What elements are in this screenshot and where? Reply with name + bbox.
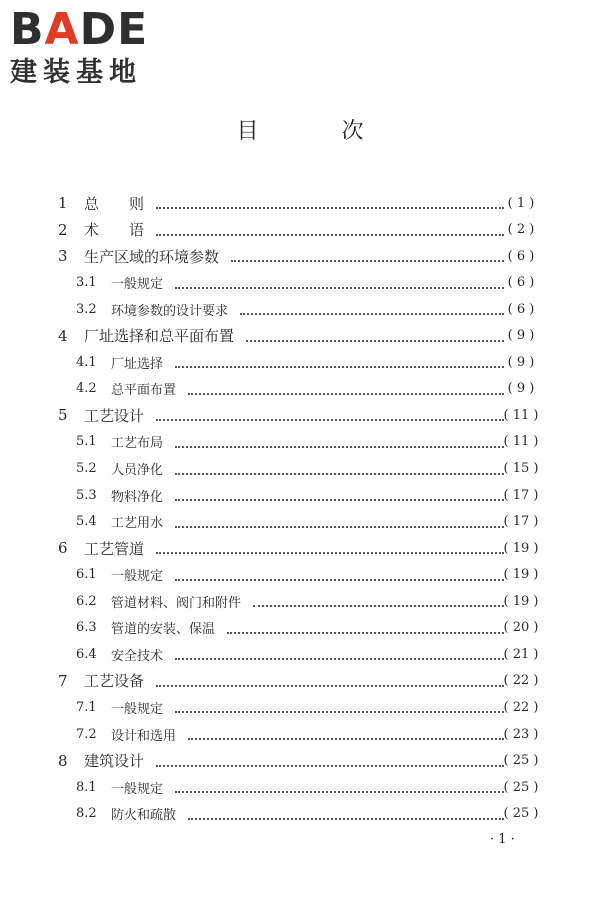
logo-letter-a: A [44, 4, 80, 55]
toc-entry-page: ( 17 ) [503, 514, 539, 530]
toc-entry-page: ( 19 ) [503, 540, 539, 556]
logo-letters-de: DE [79, 4, 149, 55]
toc-entry-label: 总 则 [84, 194, 145, 213]
toc-entry[interactable] [0, 430, 600, 454]
toc-entry-label: 工艺设计 [84, 406, 145, 425]
toc-entry[interactable] [0, 775, 600, 799]
toc-entry-page: ( 15 ) [503, 461, 539, 476]
toc-entry-number: 2 [58, 220, 68, 239]
toc-entry-page: ( 9 ) [507, 381, 535, 397]
toc-entry-label: 厂址选择和总平面布置 [84, 327, 235, 346]
toc-leader-dots [231, 258, 504, 262]
toc-entry-number: 6 [58, 539, 68, 558]
toc-entry-number: 5.1 [76, 434, 97, 450]
toc-entry-label: 一般规定 [111, 781, 164, 797]
toc-entry-number: 7.1 [76, 699, 97, 715]
toc-entry-label: 工艺设备 [84, 672, 145, 691]
toc-entry-label: 设计和选用 [111, 728, 177, 744]
toc-entry-label: 防火和疏散 [111, 808, 177, 824]
toc-leader-dots [156, 683, 504, 687]
toc-entry[interactable] [0, 403, 600, 427]
toc-entry[interactable] [0, 324, 600, 348]
toc-leader-dots [188, 391, 504, 395]
toc-entry-number: 5.3 [76, 487, 97, 503]
toc-entry-number: 7 [58, 671, 68, 690]
toc-leader-dots [175, 471, 504, 475]
toc-leader-dots [246, 338, 504, 342]
toc-entry[interactable] [0, 350, 600, 374]
toc-entry[interactable] [0, 218, 600, 242]
toc-entry-label: 术 语 [84, 221, 145, 240]
toc-entry[interactable] [0, 297, 600, 321]
toc-entry-number: 8 [58, 751, 68, 770]
toc-entry-page: ( 25 ) [503, 753, 539, 769]
toc-entry[interactable] [0, 669, 600, 693]
toc-leader-dots [188, 816, 504, 820]
toc-entry-page: ( 22 ) [503, 673, 539, 689]
toc-entry-number: 4 [58, 326, 68, 345]
toc-entry-label: 一般规定 [111, 569, 164, 585]
toc-entry-page: ( 11 ) [503, 407, 539, 423]
toc-entry-page: ( 6 ) [507, 275, 535, 291]
toc-entry[interactable] [0, 510, 600, 534]
toc-leader-dots [156, 417, 504, 421]
toc-entry-page: ( 9 ) [507, 354, 535, 370]
toc-entry[interactable] [0, 536, 600, 560]
toc-entry-label: 物料净化 [111, 489, 164, 505]
toc-entry-page: ( 25 ) [503, 779, 539, 795]
toc-leader-dots [253, 603, 504, 607]
toc-leader-dots [156, 205, 504, 209]
toc-entry-number: 8.2 [76, 806, 97, 822]
toc-entry-label: 生产区域的环境参数 [84, 247, 220, 266]
logo-letter-b: B [10, 4, 45, 55]
toc-entry-label: 管道的安装、保温 [111, 622, 216, 638]
toc-entry[interactable] [0, 563, 600, 587]
toc-entry[interactable] [0, 271, 600, 295]
toc-entry-page: ( 22 ) [503, 699, 539, 715]
toc-entry-page: ( 19 ) [503, 567, 539, 583]
toc-entry-page: ( 17 ) [503, 487, 539, 503]
toc-entry-number: 4.1 [76, 354, 97, 370]
logo-subtitle: 建装基地 [10, 57, 142, 88]
toc-entry[interactable] [0, 483, 600, 507]
toc-leader-dots [156, 763, 504, 767]
toc-entry[interactable] [0, 616, 600, 640]
bade-logo [10, 6, 180, 90]
toc-entry-number: 3.2 [76, 301, 97, 317]
toc-entry-label: 环境参数的设计要求 [111, 303, 229, 319]
toc-leader-dots [156, 550, 504, 554]
toc-entry-label: 工艺管道 [84, 539, 145, 558]
toc-leader-dots [227, 630, 504, 634]
toc-entry-label: 人员净化 [111, 463, 164, 478]
toc-leader-dots [175, 444, 504, 448]
toc-entry-page: ( 20 ) [503, 620, 539, 636]
toc-leader-dots [175, 364, 504, 368]
toc-entry-page: ( 23 ) [503, 726, 539, 742]
toc-leader-dots [175, 285, 504, 289]
toc-entry[interactable] [0, 457, 600, 481]
toc-entry[interactable] [0, 802, 600, 826]
page-number: · 1 · [490, 832, 515, 847]
toc-entry-label: 建筑设计 [84, 752, 145, 771]
toc-entry-number: 6.2 [76, 593, 97, 609]
toc-entry-number: 1 [58, 194, 68, 212]
toc-leader-dots [175, 577, 504, 581]
toc-entry[interactable] [0, 377, 600, 401]
logo-wordmark [10, 6, 180, 54]
toc-entry-number: 4.2 [76, 381, 97, 397]
toc-leader-dots [240, 311, 504, 315]
toc-leader-dots [175, 709, 504, 713]
toc-entry-page: ( 1 ) [507, 195, 535, 211]
toc-entry-number: 6.1 [76, 567, 97, 583]
toc-entry[interactable] [0, 244, 600, 268]
toc-entry-number: 7.2 [76, 726, 97, 742]
toc-entry-label: 工艺用水 [111, 516, 164, 532]
toc-entry[interactable] [0, 191, 600, 215]
toc-entry-page: ( 9 ) [507, 328, 535, 344]
toc-entry-number: 5.2 [76, 461, 97, 476]
toc-entry[interactable] [0, 695, 600, 719]
toc-leader-dots [175, 524, 504, 528]
toc-leader-dots [175, 497, 504, 501]
toc-entry-label: 一般规定 [111, 277, 164, 293]
toc-entry-label: 总平面布置 [111, 383, 177, 399]
toc-entry-number: 6.4 [76, 646, 97, 662]
toc-leader-dots [175, 789, 504, 793]
toc-entry-number: 5.4 [76, 514, 97, 530]
page-title: 目 次 [236, 119, 402, 144]
toc-entry-page: ( 11 ) [503, 434, 539, 450]
toc-entry-page: ( 6 ) [507, 248, 535, 264]
toc-entry-page: ( 19 ) [503, 593, 539, 609]
toc-entry-number: 8.1 [76, 779, 97, 795]
toc-entry-label: 厂址选择 [111, 356, 164, 372]
toc-entry-number: 6.3 [76, 620, 97, 636]
toc-entry-number: 3.1 [76, 275, 97, 291]
toc-entry[interactable] [0, 589, 600, 613]
toc-entry-page: ( 21 ) [503, 646, 539, 662]
toc-entry[interactable] [0, 722, 600, 746]
toc-entry-label: 管道材料、阀门和附件 [111, 595, 242, 611]
toc-entry[interactable] [0, 749, 600, 773]
toc-entry-page: ( 25 ) [503, 806, 539, 822]
toc-entry-page: ( 2 ) [507, 222, 535, 238]
toc-leader-dots [156, 232, 504, 236]
toc-entry-label: 一般规定 [111, 701, 164, 717]
toc-entry-page: ( 6 ) [507, 301, 535, 317]
toc-entry-label: 安全技术 [111, 648, 164, 664]
toc-leader-dots [188, 736, 504, 740]
toc-entry-number: 3 [58, 247, 68, 266]
toc-entry-label: 工艺布局 [111, 436, 164, 452]
toc-entry-number: 5 [58, 406, 68, 425]
toc-entry[interactable] [0, 642, 600, 666]
toc-leader-dots [175, 656, 504, 660]
